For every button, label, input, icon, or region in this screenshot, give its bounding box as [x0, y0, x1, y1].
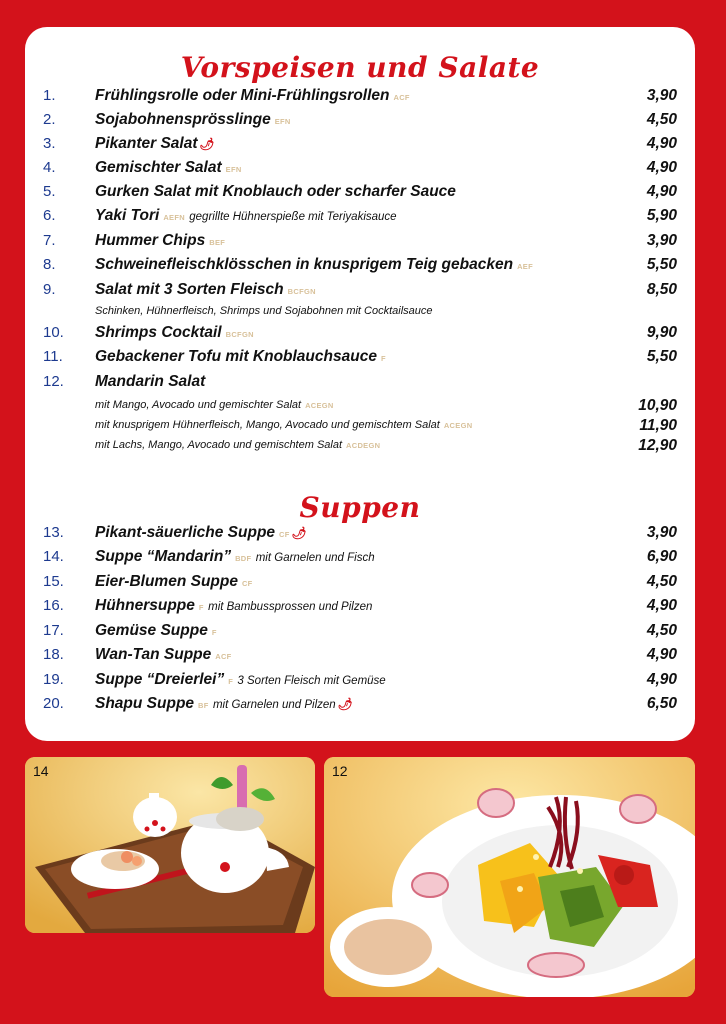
item-name	[95, 256, 533, 274]
menu-item-row	[25, 597, 695, 619]
allergen-codes: ACEGN	[443, 421, 473, 430]
menu-item-row	[25, 348, 695, 370]
photo-salad-12	[324, 757, 695, 997]
item-number: 20.	[43, 695, 64, 712]
item-name-text: Pikant-säuerliche Suppe	[95, 524, 276, 541]
menu-item-row	[25, 548, 695, 570]
item-number: 10.	[43, 324, 64, 341]
item-number: 19.	[43, 671, 64, 688]
item-description: mit Garnelen und Pilzen	[212, 699, 336, 711]
mandarin-variant-row	[25, 397, 695, 419]
item-price: 3,90	[646, 524, 677, 541]
item-number: 13.	[43, 524, 64, 541]
allergen-codes: BCFGN	[225, 330, 254, 339]
menu-item-row	[25, 87, 695, 109]
item-price: 4,90	[646, 597, 677, 614]
chili-icon: 🌶	[199, 137, 215, 151]
item-number: 6.	[43, 207, 56, 224]
allergen-codes: F	[380, 354, 386, 363]
item-name	[95, 373, 205, 391]
item-name	[95, 232, 225, 250]
item-name	[95, 524, 307, 542]
item-name	[95, 695, 353, 713]
item-name-text: Yaki Tori	[95, 207, 160, 224]
item-number: 5.	[43, 183, 56, 200]
item-number: 18.	[43, 646, 64, 663]
item-name-text: Hummer Chips	[95, 232, 206, 249]
item-number: 16.	[43, 597, 64, 614]
menu-item-row	[25, 573, 695, 595]
item-name-text: Pikanter Salat	[95, 135, 198, 152]
item-name-text: Gemüse Suppe	[95, 622, 208, 639]
item-name	[95, 348, 386, 366]
item-name-text: Gebackener Tofu mit Knoblauchsauce	[95, 348, 377, 365]
allergen-codes: ACF	[215, 652, 232, 661]
allergen-codes: EFN	[225, 165, 242, 174]
item-number: 4.	[43, 159, 56, 176]
item-name-text: Salat mit 3 Sorten Fleisch	[95, 281, 284, 298]
item-price: 4,50	[646, 622, 677, 639]
item-number: 1.	[43, 87, 56, 104]
item-number: 2.	[43, 111, 56, 128]
variant-description	[95, 419, 472, 431]
item-number: 11.	[43, 348, 63, 365]
item-name	[95, 324, 254, 342]
item-name	[95, 597, 372, 615]
item-price: 5,50	[646, 256, 677, 273]
item-price: 4,90	[646, 646, 677, 663]
menu-item-row	[25, 695, 695, 717]
soup-photo-illustration	[25, 757, 315, 933]
item-price: 3,90	[646, 232, 677, 249]
item-name	[95, 281, 316, 299]
item-name	[95, 183, 456, 201]
item-number: 15.	[43, 573, 64, 590]
item-number: 7.	[43, 232, 56, 249]
item-number: 14.	[43, 548, 64, 565]
item-name-text: Shapu Suppe	[95, 695, 195, 712]
allergen-codes: F	[198, 603, 204, 612]
allergen-codes: BF	[198, 701, 209, 710]
allergen-codes: ACDEGN	[346, 441, 381, 450]
item-number: 17.	[43, 622, 64, 639]
item-name-text: Shrimps Cocktail	[95, 324, 222, 341]
menu-item-row	[25, 111, 695, 133]
allergen-codes: ACEGN	[305, 401, 334, 410]
starters-title: Vorspeisen und Salate	[180, 51, 540, 84]
allergen-codes: BCFGN	[287, 287, 316, 296]
variant-price: 12,90	[638, 437, 677, 454]
item-name	[95, 646, 232, 664]
item-name	[95, 111, 291, 129]
item-name	[95, 573, 253, 591]
allergen-codes: EFN	[274, 117, 291, 126]
item-name-text: Sojabohnensprösslinge	[95, 111, 271, 128]
menu-item-row	[25, 256, 695, 278]
item-number: 9.	[43, 281, 56, 298]
menu-item-row	[25, 281, 695, 303]
photo-label: 14	[33, 763, 49, 779]
item-price: 4,90	[646, 671, 677, 688]
salad-photo-illustration	[324, 757, 695, 997]
variant-price: 10,90	[638, 397, 677, 414]
allergen-codes: ACF	[393, 93, 410, 102]
item-price: 3,90	[646, 87, 677, 104]
item-price: 6,90	[646, 548, 677, 565]
menu-item-row	[25, 207, 695, 229]
item-price: 4,50	[646, 573, 677, 590]
item-description: mit Bambussprossen und Pilzen	[208, 601, 373, 613]
item-name	[95, 159, 242, 177]
allergen-codes: AEF	[517, 262, 533, 271]
mandarin-variant-row	[25, 437, 695, 459]
menu-item-row	[25, 324, 695, 346]
item-name	[95, 87, 410, 105]
variant-description	[95, 439, 380, 451]
item-price: 9,90	[646, 324, 677, 341]
item-name-text: Frühlingsrolle oder Mini-Frühlingsrollen	[95, 87, 390, 104]
item-name-text: Schweinefleischklösschen in knusprigem Teig gebacken	[95, 256, 514, 273]
variant-price: 11,90	[639, 417, 677, 434]
allergen-codes: F	[211, 628, 217, 637]
allergen-codes: F	[228, 677, 234, 686]
item-price: 4,90	[646, 159, 677, 176]
item-price: 4,90	[646, 135, 677, 152]
item-number: 8.	[43, 256, 56, 273]
item-name	[95, 622, 217, 640]
item-name	[95, 135, 215, 153]
item-name-text: Hühnersuppe	[95, 597, 195, 614]
menu-item-row	[25, 373, 695, 395]
menu-card	[25, 27, 695, 741]
chili-icon: 🌶	[291, 526, 307, 540]
item-name	[95, 207, 397, 225]
item-description: gegrillte Hühnerspieße mit Teriyakisauce	[189, 211, 397, 223]
variant-description	[95, 399, 334, 411]
item-name-text: Mandarin Salat	[95, 373, 206, 390]
menu-item-row	[25, 183, 695, 205]
allergen-codes: BEF	[209, 238, 226, 247]
photo-soup-14	[25, 757, 315, 933]
item-name-text: Suppe “Dreierlei”	[95, 671, 225, 688]
item-name-text: Eier-Blumen Suppe	[95, 573, 238, 590]
allergen-codes: AEFN	[163, 213, 185, 222]
item-name-text: Gemischter Salat	[95, 159, 222, 176]
item-price: 4,90	[646, 183, 677, 200]
item-description: 3 Sorten Fleisch mit Gemüse	[237, 675, 386, 687]
allergen-codes: CF	[241, 579, 253, 588]
item-price: 8,50	[646, 281, 677, 298]
menu-item-row	[25, 646, 695, 668]
item-name-text: Gurken Salat mit Knoblauch oder scharfer Sauce	[95, 183, 456, 200]
item-price: 5,50	[646, 348, 677, 365]
variant-text: mit Mango, Avocado und gemischter Salat	[95, 399, 302, 411]
mandarin-variant-row	[25, 417, 695, 439]
variant-text: mit knusprigem Hühnerfleisch, Mango, Avocado und gemischtem Salat	[95, 419, 440, 431]
item-price: 4,50	[646, 111, 677, 128]
item-number: 12.	[43, 373, 64, 390]
photo-label: 12	[332, 763, 348, 779]
soups-title: Suppen	[299, 491, 421, 524]
item-price: 6,50	[646, 695, 677, 712]
item-subdescription: Schinken, Hühnerfleisch, Shrimps und Sojabohnen mit Cocktailsauce	[95, 305, 433, 317]
variant-text: mit Lachs, Mango, Avocado und gemischtem Salat	[95, 439, 343, 451]
allergen-codes: BDF	[235, 554, 252, 563]
chili-icon: 🌶	[337, 697, 353, 711]
menu-item-row	[25, 622, 695, 644]
item-price: 5,90	[646, 207, 677, 224]
item-name	[95, 548, 375, 566]
item-number: 3.	[43, 135, 56, 152]
menu-item-row	[25, 524, 695, 546]
menu-item-row	[25, 135, 695, 157]
menu-item-row	[25, 159, 695, 181]
item-description: mit Garnelen und Fisch	[255, 552, 375, 564]
item-name-text: Suppe “Mandarin”	[95, 548, 232, 565]
allergen-codes: CF	[279, 530, 290, 539]
item-name	[95, 671, 386, 689]
menu-item-row	[25, 671, 695, 693]
menu-item-row	[25, 232, 695, 254]
item-name-text: Wan-Tan Suppe	[95, 646, 212, 663]
